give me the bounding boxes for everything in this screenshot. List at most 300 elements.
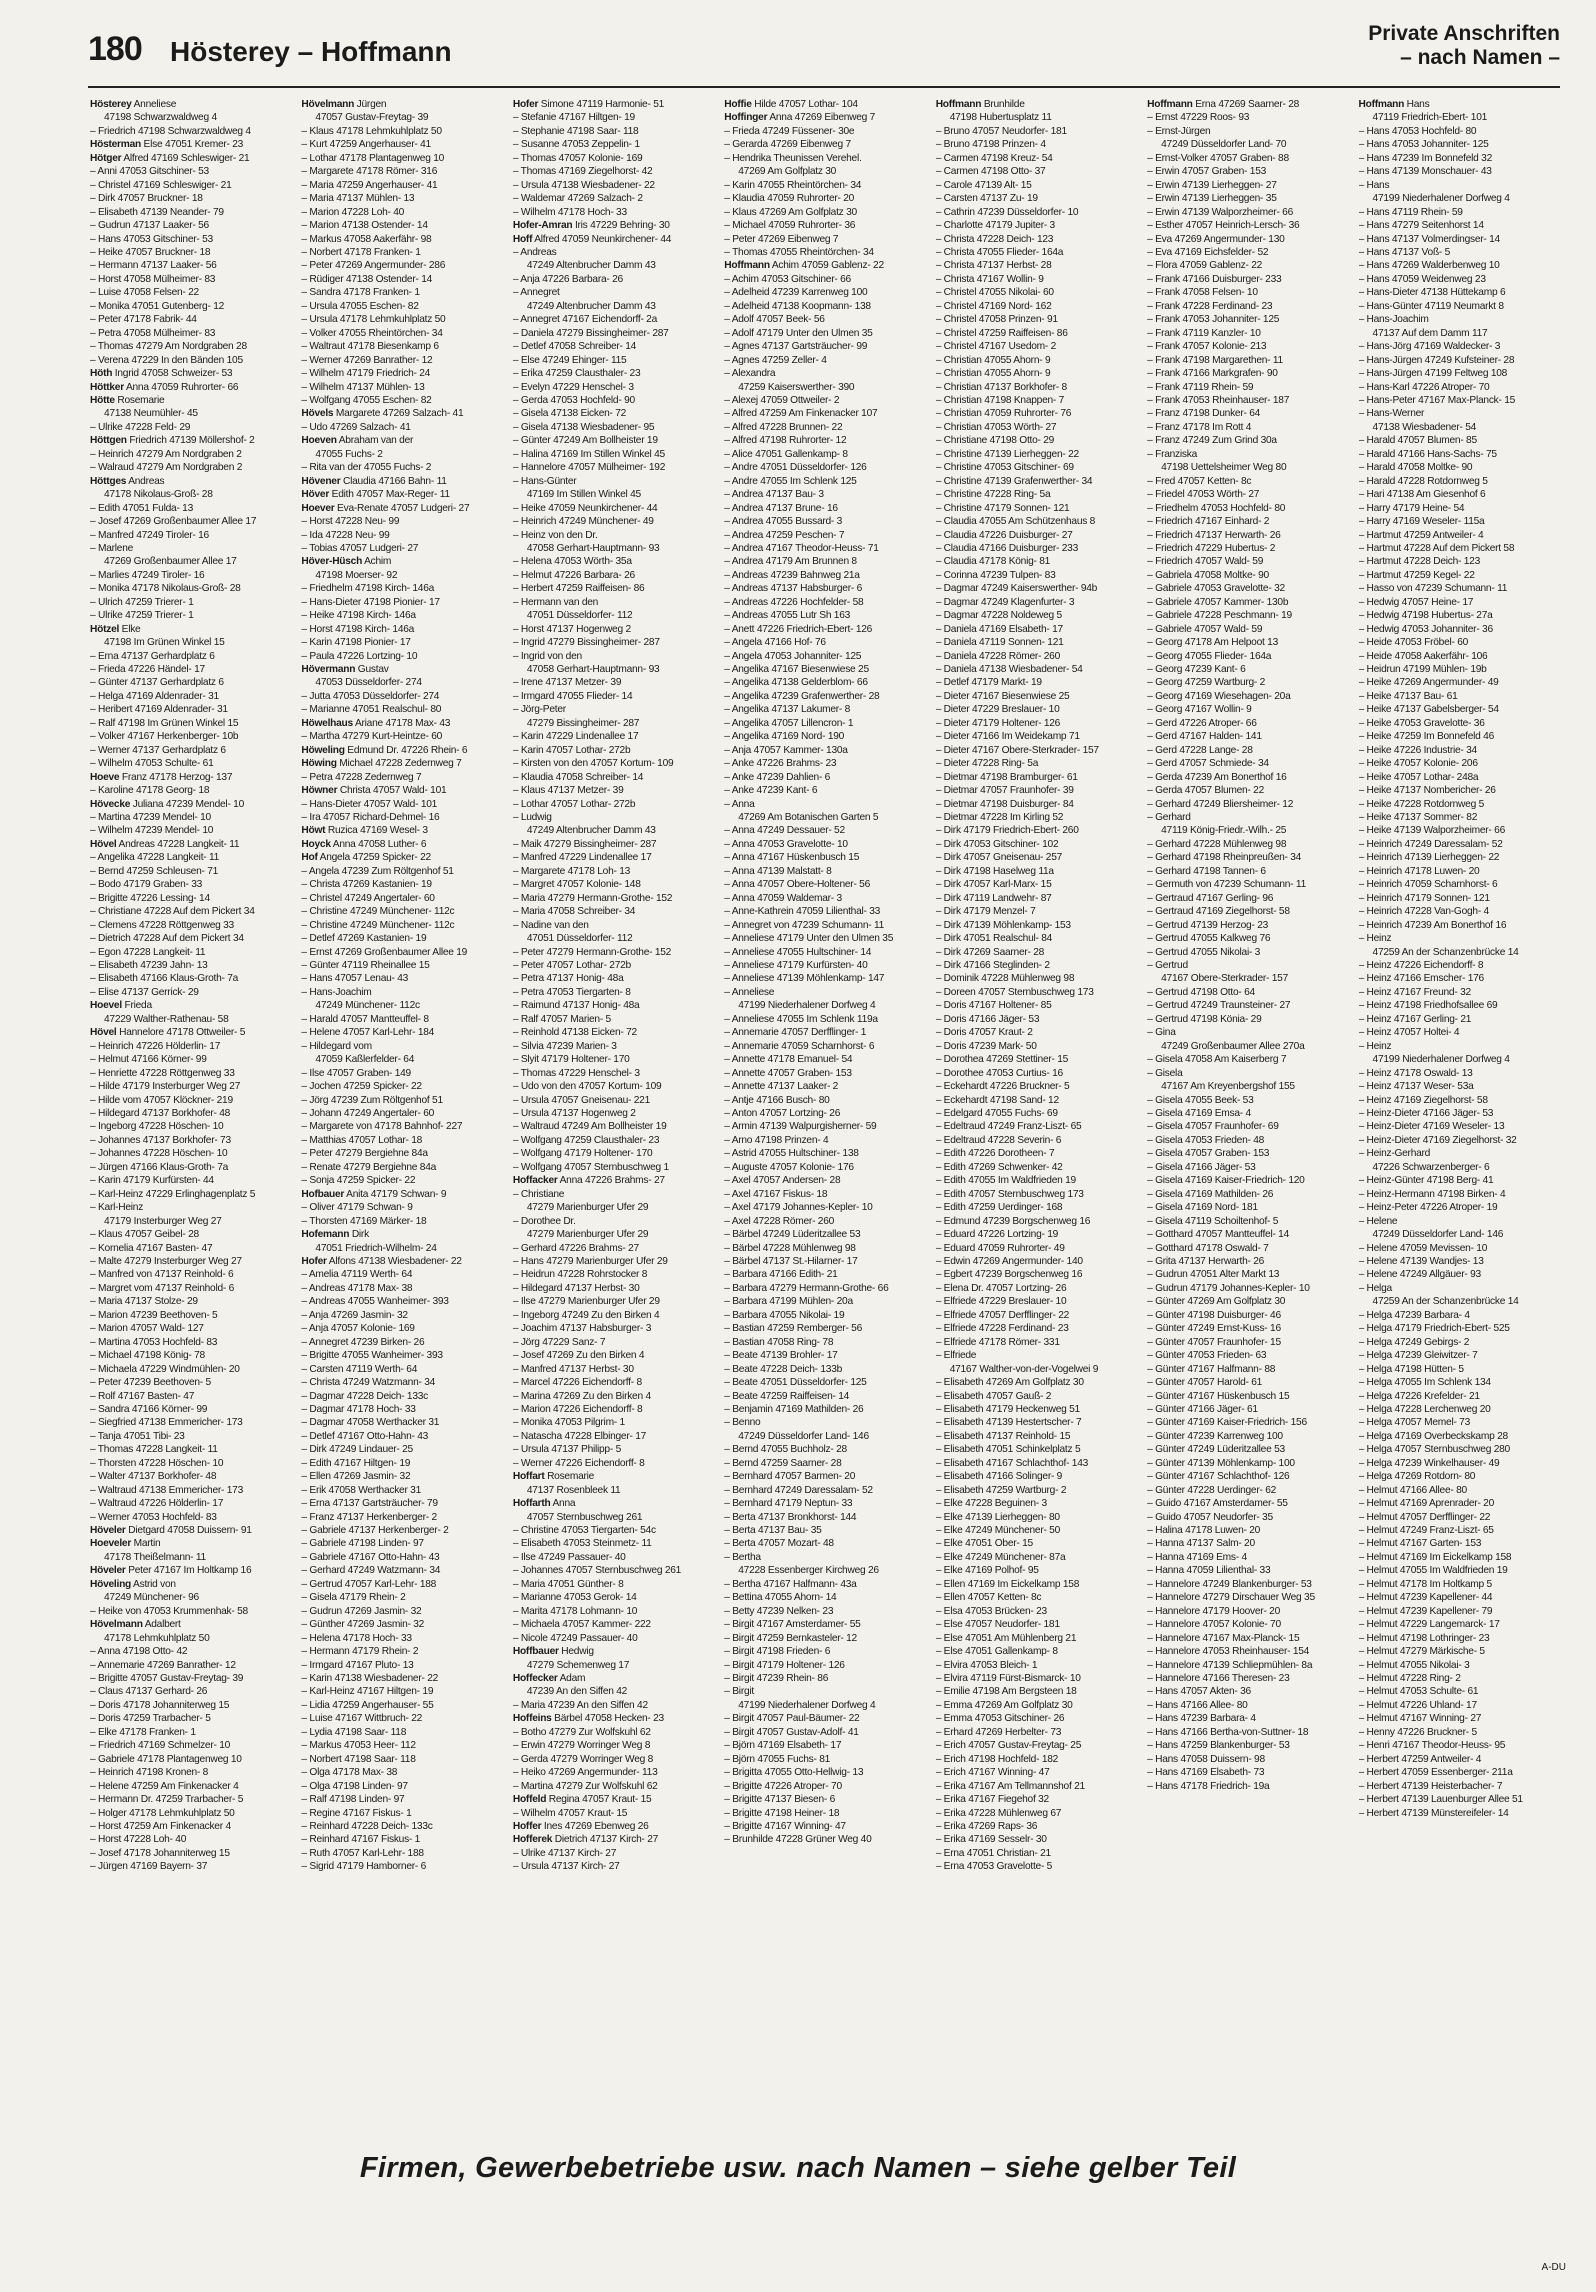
listing-entry: 47198 Im Grünen Winkel 15: [104, 637, 225, 649]
listing-entry: – Anne-Kathrein 47059 Lilienthal- 33: [724, 906, 881, 918]
listing-entry: 47199 Niederhalener Dorfweg 4: [1372, 1054, 1510, 1066]
listing-entry: – Helmut 47239 Kapellener- 44: [1358, 1592, 1493, 1604]
listing-entry: 47167 Obere-Sterkrader- 157: [1161, 973, 1289, 985]
listing-entry: – Gerhard: [1147, 812, 1191, 824]
listing-entry: – Anneliese 47179 Unter den Ulmen 35: [724, 933, 894, 945]
listing-entry: – Ursula 47138 Wiesbadener- 22: [512, 179, 655, 191]
listing-entry: – Hans 47139 Monschauer- 43: [1358, 166, 1492, 178]
listing-entry: 47051 Düsseldorfer- 112: [526, 610, 633, 622]
section-title-line1: Private Anschriften: [1368, 22, 1560, 45]
listing-entry: – Elena Dr. 47057 Lortzing- 26: [935, 1282, 1067, 1294]
surname: Hoever: [301, 502, 335, 514]
listing-entry: [90, 1578, 291, 1591]
listing-entry: – Angelika 47167 Biesenwiese 25: [724, 664, 869, 676]
listing-entry: – Horst 47259 Am Finkenacker 4: [90, 1821, 231, 1832]
listing-entry: – Thomas 47057 Kolonie- 169: [512, 152, 643, 164]
listing-entry: – Alfred 47259 Am Finkenacker 107: [724, 408, 878, 420]
surname: Hoff: [512, 233, 533, 245]
listing-entry: – Ralf 47198 Im Grünen Winkel 15: [90, 717, 239, 729]
listing-entry: – Friedhelm 47053 Hochfeld- 80: [1147, 502, 1286, 514]
listing-entry: – Dietrich 47228 Auf dem Pickert 34: [90, 933, 244, 945]
listing-entry: – Klaudia 47059 Ruhrorter- 20: [724, 193, 855, 205]
surname: Hövel: [90, 1027, 117, 1039]
listing-entry: – Helena 47178 Hoch- 33: [301, 1632, 412, 1644]
listing-entry: – Harald 47166 Hans-Sachs- 75: [1358, 448, 1497, 460]
listing-entry: – Udo von den 47057 Kortum- 109: [512, 1081, 662, 1093]
entry-detail: Erna 47269 Saarner- 28: [1192, 99, 1300, 110]
entry-detail: Alfred 47169 Schleswiger- 21: [121, 152, 250, 164]
surname: Hoffer: [512, 1821, 542, 1832]
listing-entry: – Bernd 47259 Schleusen- 71: [90, 865, 219, 877]
listing-entry: – Hans-Peter 47167 Max-Planck- 15: [1358, 394, 1516, 406]
listing-entry: – Gisela 47058 Am Kaiserberg 7: [1147, 1054, 1287, 1066]
listing-entry: – Christiane 47198 Otto- 29: [935, 435, 1055, 447]
entry-detail: Edmund Dr. 47226 Rhein- 6: [344, 744, 468, 756]
listing-entry: – Berta 47137 Bronkhorst- 144: [724, 1511, 857, 1523]
listing-entry: – Raimund 47137 Honig- 48a: [512, 1000, 640, 1012]
listing-entry: [301, 824, 502, 837]
listing-entry: – Gisela 47053 Frieden- 48: [1147, 1134, 1265, 1146]
listing-entry: – Heinz 47226 Eichendorff- 8: [1358, 960, 1484, 971]
listing-entry: – Sigrid 47179 Hamborner- 6: [301, 1861, 427, 1873]
listing-entry: – Adelheid 47239 Karrenweg 100: [724, 287, 868, 299]
listing-entry: – Anni 47053 Gitschiner- 53: [90, 166, 209, 178]
listing-entry: – Norbert 47178 Franken- 1: [301, 246, 421, 258]
listing-entry: – Gerda 47053 Hochfeld- 90: [512, 394, 635, 406]
surname: Hoffmann: [1358, 99, 1405, 110]
listing-entry: – Claus 47137 Gerhard- 26: [90, 1686, 208, 1698]
listing-entry: – Christel 47169 Nord- 162: [935, 300, 1052, 312]
listing-entry: – Maria 47259 Angerhauser- 41: [301, 179, 438, 191]
listing-entry: – Dietmar 47228 Im Kirling 52: [935, 812, 1064, 824]
listing-entry: – Gerd 47226 Atroper- 66: [1147, 717, 1257, 729]
listing-entry: – Hans 47239 Im Bonnefeld 32: [1358, 152, 1492, 164]
listing-entry: – Horst 47198 Kirch- 146a: [301, 623, 415, 635]
listing-entry: – Jürgen 47166 Klaus-Groth- 7a: [90, 1161, 229, 1173]
listing-entry: – Angela 47239 Zum Röltgenhof 51: [301, 865, 454, 877]
listing-entry: – Gertrud 47249 Traunsteiner- 27: [1147, 1000, 1291, 1012]
listing-entry: 47269 Am Botanischen Garten 5: [738, 812, 879, 824]
listing-entry: – Walraud 47279 Am Nordgraben 2: [90, 462, 243, 474]
surname: Höveling: [90, 1578, 132, 1590]
listing-entry: – Günter 47137 Gerhardplatz 6: [90, 677, 224, 689]
listing-entry: – Hans-Günter: [512, 475, 577, 487]
listing-entry: [90, 1618, 291, 1631]
listing-entry: – Elfriede: [935, 1350, 977, 1362]
listing-entry: – Harald 47228 Rotdornweg 5: [1358, 475, 1488, 487]
listing-entry: – Doris 47167 Holtener- 85: [935, 1000, 1052, 1012]
listing-entry: – Bertha 47167 Halfmann- 43a: [724, 1578, 857, 1590]
surname: Höveler: [90, 1525, 126, 1537]
listing-entry: – Volker 47167 Herkenberger- 10b: [90, 731, 239, 743]
listing-entry: – Axel 47228 Römer- 260: [724, 1215, 835, 1227]
listing-entry: – Heiko 47269 Angermunder- 113: [512, 1767, 658, 1779]
listing-entry: – Hedwig 47198 Hubertus- 27a: [1358, 610, 1493, 622]
listing-entry: – Axel 47179 Johannes-Kepler- 10: [724, 1202, 873, 1214]
listing-entry: – Gertraud 47167 Gerling- 96: [1147, 892, 1274, 904]
listing-entry: – Eva 47169 Eichsfelder- 52: [1147, 246, 1269, 258]
listing-entry: – Hartmut 47259 Antweiler- 4: [1358, 529, 1484, 541]
listing-entry: – Botho 47279 Zur Wolfskuhl 62: [512, 1726, 651, 1738]
surname: Hof: [301, 852, 318, 864]
listing-entry: – Petra 47053 Tiergarten- 8: [512, 986, 631, 998]
listing-entry: – Eckehardt 47198 Sand- 12: [935, 1094, 1059, 1106]
listing-entry: – Harry 47179 Heine- 54: [1358, 502, 1465, 514]
listing-entry: 47249 Münchener- 96: [104, 1592, 199, 1604]
listing-entry: – Alfred 47198 Ruhrorter- 12: [724, 435, 847, 447]
listing-entry: – Georg 47259 Wartburg- 2: [1147, 677, 1266, 689]
listing-entry: – Dirk 47119 Landwehr- 87: [935, 892, 1052, 904]
listing-entry: 47199 Niederhalener Dorfweg 4: [738, 1000, 876, 1012]
listing-entry: 47259 An der Schanzenbrücke 14: [1372, 946, 1519, 958]
listing-entry: – Egbert 47239 Borgschenweg 16: [935, 1269, 1083, 1281]
entry-detail: Ingrid 47058 Schweizer- 53: [112, 368, 233, 380]
listing-entry: – Georg 47178 Am Helpoot 13: [1147, 637, 1278, 649]
listing-entry: – Hans-Werner: [1358, 408, 1425, 420]
listing-entry: – Andreas 47178 Max- 38: [301, 1282, 413, 1294]
listing-entry: – Anna 47198 Otto- 42: [90, 1646, 188, 1658]
listing-entry: – Bruno 47057 Neudorfer- 181: [935, 125, 1067, 137]
listing-entry: 47199 Niederhalener Dorfweg 4: [1372, 193, 1510, 205]
listing-entry: [301, 502, 502, 515]
listing-entry: – Thorsten 47169 Märker- 18: [301, 1215, 427, 1227]
listing-entry: – Günter 47249 Ernst-Kuss- 16: [1147, 1323, 1281, 1335]
surname: Hoffeld: [512, 1794, 547, 1806]
listing-entry: – Elke 47169 Polhof- 95: [935, 1565, 1039, 1577]
listing-entry: – Claudia 47178 König- 81: [935, 556, 1051, 568]
listing-entry: – Gabriele 47053 Gravelotte- 32: [1147, 583, 1285, 595]
listing-entry: – Christine 47053 Tiergarten- 54c: [512, 1525, 656, 1537]
listing-entry: – Dirk 47166 Steglinden- 2: [935, 960, 1050, 971]
listing-entry: – Heike 47053 Gravelotte- 36: [1358, 717, 1485, 729]
listing-entry: – Gudrun 47179 Johannes-Kepler- 10: [1147, 1282, 1310, 1294]
listing-entry: – Hans-Dieter 47138 Hüttekamp 6: [1358, 287, 1506, 299]
listing-entry: – Siegfried 47138 Emmericher- 173: [90, 1417, 243, 1429]
surname: Hövener: [301, 475, 341, 487]
listing-entry: – Dominik 47228 Mühlenweg 98: [935, 973, 1075, 985]
listing-entry: – Helga: [1358, 1282, 1392, 1294]
listing-entry: – Frank 47057 Kolonie- 213: [1147, 341, 1267, 353]
listing-entry: 47239 An den Siffen 42: [526, 1686, 628, 1698]
listing-entry: – Irmgard 47167 Pluto- 13: [301, 1659, 414, 1671]
listing-entry: 47249 Altenbrucher Damm 43: [526, 825, 656, 837]
listing-entry: – Luise 47167 Wittbruch- 22: [301, 1713, 423, 1725]
listing-entry: – Erna 47051 Christian- 21: [935, 1847, 1051, 1859]
listing-entry: – Beate 47051 Düsseldorfer- 125: [724, 1377, 867, 1389]
entry-detail: Abraham van der: [336, 435, 414, 447]
listing-entry: – Hans 47059 Weidenweg 23: [1358, 273, 1486, 285]
listing-entry: – Hans 47119 Rhein- 59: [1358, 206, 1463, 218]
listing-entry: – Joachim 47137 Habsburger- 3: [512, 1323, 652, 1335]
surname: Hofbauer: [301, 1188, 345, 1200]
listing-entry: [513, 1833, 714, 1846]
listing-entry: – Helene 47259 Am Finkenacker 4: [90, 1780, 239, 1792]
listing-entry: – Günter 47057 Fraunhofer- 15: [1147, 1336, 1281, 1348]
listing-entry: – Andrea 47259 Peschen- 7: [724, 529, 845, 541]
surname: Hoffmann: [724, 260, 770, 272]
listing-entry: – Claudia 47166 Duisburger- 233: [935, 542, 1079, 554]
listing-entry: – Karl-Heinz 47167 Hiltgen- 19: [301, 1686, 434, 1698]
listing-entry: – Brigitta 47055 Otto-Hellwig- 13: [724, 1767, 864, 1779]
listing-entry: – Guido 47057 Neudorfer- 35: [1147, 1511, 1273, 1523]
listing-entry: [90, 98, 291, 111]
listing-entry: 47198 Hubertusplatz 11: [949, 112, 1052, 124]
listing-entry: – Hannelore 47139 Schliepmühlen- 8a: [1147, 1659, 1313, 1671]
listing-entry: – Kornelia 47167 Basten- 47: [90, 1242, 213, 1254]
listing-entry: [301, 488, 502, 501]
listing-entry: – Anneliese 47179 Kurfürsten- 40: [724, 960, 868, 971]
listing-entry: – Herbert 47139 Heisterbacher- 7: [1358, 1780, 1503, 1792]
listing-entry: 47249 Altenbrucher Damm 43: [526, 300, 656, 312]
listing-entry: – Gerda 47239 Am Bonerthof 16: [1147, 771, 1287, 783]
listing-entry: – Ursula 47137 Hogenweg 2: [512, 1107, 636, 1119]
listing-entry: – Gerd 47057 Schmiede- 34: [1147, 758, 1269, 770]
listing-entry: – Anett 47226 Friedrich-Ebert- 126: [724, 623, 873, 635]
listing-entry: – Andre 47051 Düsseldorfer- 126: [724, 462, 867, 474]
listing-entry: – Heinrich 47228 Van-Gogh- 4: [1358, 906, 1489, 918]
listing-entry: – Gisela 47057 Graben- 153: [1147, 1148, 1270, 1160]
listing-entry: – Brunhilde 47228 Grüner Weg 40: [724, 1834, 872, 1846]
listing-entry: – Brigitte 47057 Gustav-Freytag- 39: [90, 1673, 244, 1685]
listing-entry: – Helga 47179 Friedrich-Ebert- 525: [1358, 1323, 1510, 1335]
listing-entry: – Lothar 47057 Lothar- 272b: [512, 798, 636, 810]
listing-entry: – Michael 47059 Ruhrorter- 36: [724, 220, 856, 232]
listing-entry: – Birgit: [724, 1686, 754, 1698]
listing-entry: 47198 Uettelsheimer Weg 80: [1161, 462, 1287, 474]
listing-entry: – Grita 47137 Herwarth- 26: [1147, 1255, 1265, 1267]
listing-entry: – Brigitte 47137 Biesen- 6: [724, 1794, 835, 1806]
listing-entry: [301, 475, 502, 488]
listing-entry: 47249 Altenbrucher Damm 43: [526, 260, 656, 272]
listing-entry: – Annemarie 47269 Banrather- 12: [90, 1659, 236, 1671]
listing-entry: – Gertraud 47169 Ziegelhorst- 58: [1147, 906, 1290, 918]
listing-entry: – Edwin 47269 Angermunder- 140: [935, 1255, 1083, 1267]
listing-entry: – Helga 47239 Winkelhauser- 49: [1358, 1457, 1500, 1469]
entry-detail: Hannelore 47178 Ottweiler- 5: [116, 1027, 246, 1039]
entry-detail: Franz 47178 Herzog- 137: [119, 771, 233, 783]
listing-entry: – Hartmut 47259 Kegel- 22: [1358, 569, 1475, 581]
listing-entry: – Emma 47053 Gitschiner- 26: [935, 1713, 1065, 1725]
listing-entry: – Helmut 47055 Im Waldfrieden 19: [1358, 1565, 1508, 1577]
name-range-title: Hösterey – Hoffmann: [170, 36, 452, 67]
listing-entry: – Brigitte 47226 Atroper- 70: [724, 1780, 842, 1792]
listing-entry: – Hildegard 47137 Borkhofer- 48: [90, 1107, 231, 1119]
listing-entry: – Heinz 47178 Oswald- 13: [1358, 1067, 1473, 1079]
entry-detail: Angela 47259 Spicker- 22: [317, 852, 431, 864]
listing-entry: – Barbara 47279 Hermann-Grothe- 66: [724, 1282, 889, 1294]
listing-entry: – Heike 47259 Im Bonnefeld 46: [1358, 731, 1495, 743]
entry-detail: Andreas 47228 Langkeit- 11: [116, 838, 240, 850]
listing-entry: – Christian 47053 Wörth- 27: [935, 421, 1057, 433]
listing-entry: – Erna 47053 Gravelotte- 5: [935, 1861, 1053, 1873]
listing-entry: – Günter 47198 Duisburger- 46: [1147, 1309, 1281, 1321]
entry-detail: Claudia 47166 Bahn- 11: [340, 475, 447, 487]
listing-entry: – Maria 47137 Mühlen- 13: [301, 193, 415, 205]
listing-entry: – Sandra 47178 Franken- 1: [301, 287, 420, 299]
listing-entry: – Edith 47051 Fulda- 13: [90, 502, 193, 514]
listing-entry: [513, 98, 714, 111]
listing-entry: – Wilhelm 47178 Hoch- 33: [512, 206, 627, 218]
listing-entry: – Marion 47239 Beethoven- 5: [90, 1309, 218, 1321]
listing-entry: – Paula 47226 Lortzing- 10: [301, 650, 418, 662]
listing-entry: – Hari 47138 Am Giesenhof 6: [1358, 489, 1486, 501]
listing-entry: [724, 111, 925, 124]
listing-entry: – Edeltraud 47228 Severin- 6: [935, 1134, 1062, 1146]
listing-entry: – Martha 47279 Kurt-Heintze- 60: [301, 731, 443, 743]
listing-entry: – Heinrich 47249 Münchener- 49: [512, 516, 654, 528]
listing-entry: – Helga 47269 Rotdorn- 80: [1358, 1471, 1476, 1483]
listing-entry: 47229 Walther-Rathenau- 58: [104, 1013, 229, 1025]
listing-entry: – Harald 47058 Moltke- 90: [1358, 462, 1473, 474]
listing-entry: – Erna 47137 Gerhardplatz 6: [90, 650, 215, 662]
listing-entry: – Heinz 47057 Holtei- 4: [1358, 1027, 1460, 1039]
listing-entry: – Marianne 47053 Gerok- 14: [512, 1592, 637, 1604]
listing-entry: – Andrea 47167 Theodor-Heuss- 71: [724, 542, 879, 554]
listing-entry: – Heinz 47167 Freund- 32: [1358, 986, 1471, 998]
entry-detail: Dietgard 47058 Duissern- 91: [125, 1525, 252, 1537]
listing-entry: – Verena 47229 In den Bänden 105: [90, 354, 243, 366]
listing-entry: – Ernst 47269 Großenbaumer Allee 19: [301, 946, 468, 958]
listing-entry: – Helmut 47169 Aprenrader- 20: [1358, 1498, 1494, 1510]
listing-entry: – Dorothea 47269 Stettiner- 15: [935, 1054, 1069, 1066]
listing-entry: – Bastian 47259 Remberger- 56: [724, 1323, 862, 1335]
entry-detail: Anna: [550, 1498, 576, 1510]
listing-entry: – Daniela 47279 Bissingheimer- 287: [512, 327, 669, 339]
listing-entry: – Beate 47139 Brohler- 17: [724, 1350, 838, 1362]
listing-entry: – Martina 47239 Mendel- 10: [90, 812, 211, 824]
listing-entry: – Peter 47279 Bergiehne 84a: [301, 1148, 428, 1160]
listing-entry: 47178 Nikolaus-Groß- 28: [104, 489, 213, 501]
surname: Höwelhaus: [301, 717, 353, 729]
entry-detail: Eva-Renate 47057 Ludgeri- 27: [334, 502, 470, 514]
listing-entry: – Gerd 47167 Halden- 141: [1147, 731, 1262, 743]
listing-entry: – Heinz-Dieter 47169 Weseler- 13: [1358, 1121, 1505, 1133]
listing-entry: – Helmut 47178 Im Holtkamp 5: [1358, 1578, 1492, 1590]
listing-entry: – Anna 47059 Waldemar- 3: [724, 892, 842, 904]
listing-entry: [301, 98, 502, 111]
listing-entry: – Andrea 47137 Brune- 16: [724, 502, 838, 514]
listing-entry: – Manfred 47229 Lindenallee 17: [512, 852, 652, 864]
listing-entry: – Margarete 47178 Loh- 13: [512, 865, 631, 877]
listing-entry: – Waltraud 47138 Emmericher- 173: [90, 1484, 243, 1496]
listing-entry: – Horst 47228 Loh- 40: [90, 1834, 187, 1846]
listing-entry: – Elisabeth 47137 Reinhold- 15: [935, 1430, 1071, 1442]
listing-entry: – Elfriede 47178 Römer- 331: [935, 1336, 1060, 1348]
listing-entry: – Carmen 47198 Kreuz- 54: [935, 152, 1053, 164]
listing-entry: – Heike 47057 Kolonie- 206: [1358, 758, 1478, 770]
listing-entry: – Helga 47249 Gebirgs- 2: [1358, 1336, 1470, 1348]
listing-entry: – Ulrike 47259 Trierer- 1: [90, 610, 194, 622]
listing-entry: – Wilhelm 47053 Schulte- 61: [90, 758, 214, 770]
listing-entry: – Bernd 47055 Buchholz- 28: [724, 1444, 847, 1456]
listing-entry: – Thorsten 47228 Höschen- 10: [90, 1457, 224, 1469]
listing-entry: – Peter 47178 Fabrik- 44: [90, 314, 197, 326]
listing-entry: – Monika 47178 Nikolaus-Groß- 28: [90, 583, 241, 595]
listing-entry: – Wilhelm 47179 Friedrich- 24: [301, 368, 431, 380]
listing-entry: – Sonja 47259 Spicker- 22: [301, 1175, 416, 1187]
listing-entry: – Hermann Dr. 47259 Trarbacher- 5: [90, 1794, 244, 1806]
listing-entry: – Adolf 47179 Unter den Ulmen 35: [724, 327, 873, 339]
listing-entry: – Dagmar 47249 Klagenfurter- 3: [935, 596, 1075, 608]
listing-entry: – Anja 47226 Barbara- 26: [512, 273, 623, 285]
listing-entry: – Dirk 47057 Bruckner- 18: [90, 193, 203, 205]
listing-entry: – Gotthard 47057 Mantteuffel- 14: [1147, 1229, 1290, 1241]
listing-entry: 47138 Wiesbadener- 54: [1372, 421, 1477, 433]
listing-entry: 47178 Lehmkuhlplatz 50: [104, 1632, 210, 1644]
listing-entry: – Georg 47167 Wollin- 9: [1147, 704, 1252, 716]
listing-entry: – Anja 47057 Kolonie- 169: [301, 1323, 415, 1335]
entry-detail: Achim 47059 Gablenz- 22: [769, 260, 884, 272]
listing-entry: 47167 Am Kreyenbergshof 155: [1161, 1081, 1295, 1093]
listing-entry: – Elisabeth 47239 Jahn- 13: [90, 960, 208, 971]
listing-entry: [90, 1564, 291, 1577]
listing-entry: 47119 König-Friedr.-Wilh.- 25: [1161, 825, 1287, 837]
listing-entry: [90, 138, 291, 151]
listing-entry: 47053 Düsseldorfer- 274: [315, 677, 422, 689]
listing-entry: – Elisabeth 47166 Klaus-Groth- 7a: [90, 973, 239, 985]
entry-detail: Frieda: [121, 1000, 152, 1012]
listing-entry: [90, 394, 291, 407]
listing-entry: – Hans 47057 Lenau- 43: [301, 973, 409, 985]
listing-entry: – Peter 47279 Hermann-Grothe- 152: [512, 946, 672, 958]
listing-entry: – Benno: [724, 1417, 761, 1429]
listing-entry: – Hannelore 47179 Hoover- 20: [1147, 1605, 1280, 1617]
listing-entry: – Dietmar 47057 Fraunhofer- 39: [935, 785, 1074, 797]
page-header: [88, 22, 1560, 88]
listing-entry: – Bärbel 47249 Lüderitzallee 53: [724, 1229, 861, 1241]
listing-column-1: [90, 98, 291, 2150]
listing-entry: [90, 771, 291, 784]
listing-entry: 47058 Gerhart-Hauptmann- 93: [526, 542, 660, 554]
listing-entry: [90, 152, 291, 165]
listing-entry: – Ilse 47057 Graben- 149: [301, 1067, 411, 1079]
listing-entry: – Emma 47269 Am Golfplatz 30: [935, 1699, 1073, 1711]
listing-entry: – Ralf 47057 Marien- 5: [512, 1013, 611, 1025]
listing-entry: – Sandra 47166 Körner- 99: [90, 1403, 208, 1415]
listing-entry: – Edith 47259 Uerdinger- 168: [935, 1202, 1063, 1214]
listing-entry: – Hannelore 47167 Max-Planck- 15: [1147, 1632, 1300, 1644]
listing-entry: – Karin 47057 Lothar- 272b: [512, 744, 631, 756]
listing-entry: – Andre 47055 Im Schlenk 125: [724, 475, 857, 487]
listing-entry: – Elfriede 47229 Breslauer- 10: [935, 1296, 1067, 1308]
listing-entry: – Doris 47166 Jäger- 53: [935, 1013, 1040, 1025]
listing-entry: – Elsa 47053 Brücken- 23: [935, 1605, 1047, 1617]
entry-detail: Michael 47228 Zedernweg 7: [336, 758, 462, 770]
listing-entry: – Dagmar 47228 Deich- 133c: [301, 1390, 429, 1402]
listing-entry: 47178 Theißelmann- 11: [104, 1551, 206, 1563]
listing-entry: – Waltraud 47249 Am Bollheister 19: [512, 1121, 667, 1133]
listing-column-4: [724, 98, 925, 2150]
listing-entry: – Berta 47137 Bau- 35: [724, 1525, 822, 1537]
listing-entry: – Dagmar 47058 Werthacker 31: [301, 1417, 440, 1429]
listing-entry: – Johannes 47228 Höschen- 10: [90, 1148, 228, 1160]
listing-entry: [724, 98, 925, 111]
section-title: [1368, 22, 1560, 70]
surname: Höwt: [301, 825, 326, 837]
listing-entry: – Andreas 47137 Habsburger- 6: [724, 583, 863, 595]
listing-entry: – Friedrich 47198 Schwarzwaldweg 4: [90, 125, 251, 137]
listing-entry: – Ulrike 47228 Feld- 29: [90, 421, 191, 433]
listing-entry: [513, 1645, 714, 1658]
listing-entry: – Dirk 47198 Haselweg 11a: [935, 865, 1054, 877]
listing-entry: – Herbert 47059 Essenberger- 211a: [1358, 1767, 1513, 1779]
listing-entry: – Ingrid 47279 Bissingheimer- 287: [512, 637, 660, 649]
listing-entry: – Dirk 47179 Friedrich-Ebert- 260: [935, 825, 1079, 837]
listing-entry: – Frank 47228 Ferdinand- 23: [1147, 300, 1273, 312]
listing-entry: – Georg 47239 Kant- 6: [1147, 664, 1246, 676]
listing-entry: – Amelia 47119 Werth- 64: [301, 1269, 413, 1281]
listing-entry: – Erwin 47139 Lierheggen- 27: [1147, 179, 1277, 191]
